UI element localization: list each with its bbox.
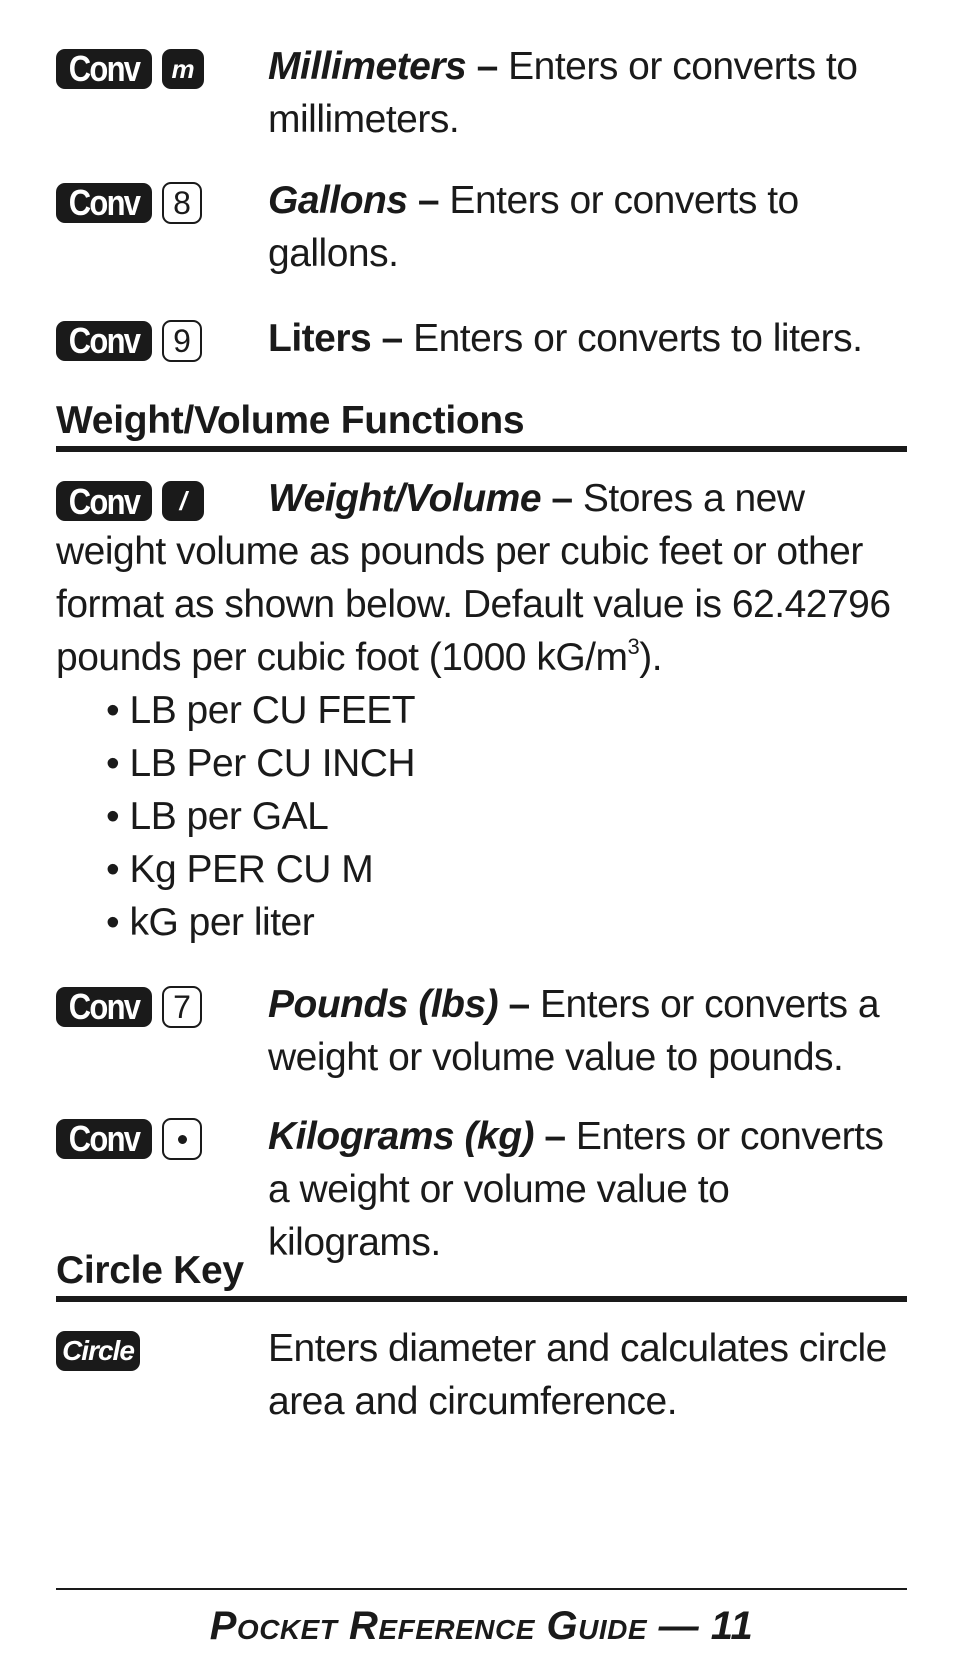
- weight-volume-paragraph: [56, 472, 907, 684]
- entry-dash: –: [544, 1115, 566, 1158]
- key-combo: [56, 1328, 140, 1374]
- circle-key: Circle: [56, 1331, 140, 1371]
- entry-term: Weight/Volume: [268, 477, 542, 520]
- entry-text: Enters or converts a weight or volume value to kilograms.: [268, 1115, 884, 1264]
- conv-key: Conv: [56, 49, 152, 89]
- divide-key: /: [162, 481, 204, 521]
- manual-page: [56, 0, 907, 1674]
- weight-volume-options: [106, 684, 415, 949]
- entry-dash: –: [508, 983, 530, 1026]
- entry-term: Pounds (lbs): [268, 983, 499, 1026]
- key-combo: [56, 984, 202, 1030]
- superscript: 3: [627, 634, 640, 659]
- list-item: • LB per GAL: [106, 790, 415, 843]
- entry-description: [268, 978, 908, 1084]
- entry-description: [268, 174, 908, 280]
- conv-key: Conv: [56, 321, 152, 361]
- entry-text: Enters diameter and calculates circle area and circumference.: [268, 1327, 887, 1423]
- conv-key: Conv: [56, 183, 152, 223]
- entry-text: Enters or converts to liters.: [402, 317, 863, 360]
- list-item: • LB per CU FEET: [106, 684, 415, 737]
- conv-key: Conv: [56, 987, 152, 1027]
- section-title: Weight/Volume Functions: [56, 399, 525, 442]
- entry-dash: –: [551, 477, 573, 520]
- conv-key: Conv: [56, 481, 152, 521]
- key-combo: [56, 478, 204, 524]
- seven-key: 7: [162, 986, 202, 1028]
- section-header-weight-volume: [56, 390, 907, 452]
- entry-dash: –: [417, 179, 440, 222]
- list-item: • Kg PER CU M: [106, 843, 415, 896]
- entry-term: Gallons: [268, 179, 408, 222]
- entry-description: [268, 1322, 908, 1428]
- entry-dash: –: [476, 45, 498, 88]
- entry-text-end: ).: [639, 636, 663, 679]
- key-combo: [56, 318, 202, 364]
- m-key: m: [162, 49, 204, 89]
- nine-key: 9: [162, 320, 202, 362]
- list-item: • kG per liter: [106, 896, 415, 949]
- decimal-point-key: [162, 1118, 202, 1160]
- entry-dash: –: [381, 317, 403, 360]
- page-footer: Pocket Reference Guide — 11: [209, 1604, 754, 1648]
- key-combo: [56, 180, 202, 226]
- entry-text: Enters or converts a weight or volume value to pounds.: [268, 983, 880, 1079]
- entry-text: Stores a new weight volume as pounds per cubic feet or other format as shown below. Default value is 62.42796 pounds per cubic foot (1000 kG/m: [56, 477, 891, 679]
- entry-term: Kilograms (kg): [268, 1115, 535, 1158]
- decimal-dot-icon: [178, 1135, 187, 1144]
- footer-divider: [56, 1588, 907, 1590]
- conv-key: Conv: [56, 1119, 152, 1159]
- entry-description: [268, 40, 908, 146]
- list-item: • LB Per CU INCH: [106, 737, 415, 790]
- key-combo: [56, 46, 204, 92]
- section-header-circle-key: [56, 1240, 907, 1302]
- entry-text: Enters or converts to gallons.: [268, 179, 799, 275]
- section-title: Circle Key: [56, 1249, 244, 1292]
- key-combo: [56, 1116, 202, 1162]
- eight-key: 8: [162, 182, 202, 224]
- entry-term: Liters: [268, 317, 372, 360]
- entry-description: [268, 312, 908, 365]
- entry-text: Enters or converts to millimeters.: [268, 45, 858, 141]
- entry-term: Millimeters: [268, 45, 467, 88]
